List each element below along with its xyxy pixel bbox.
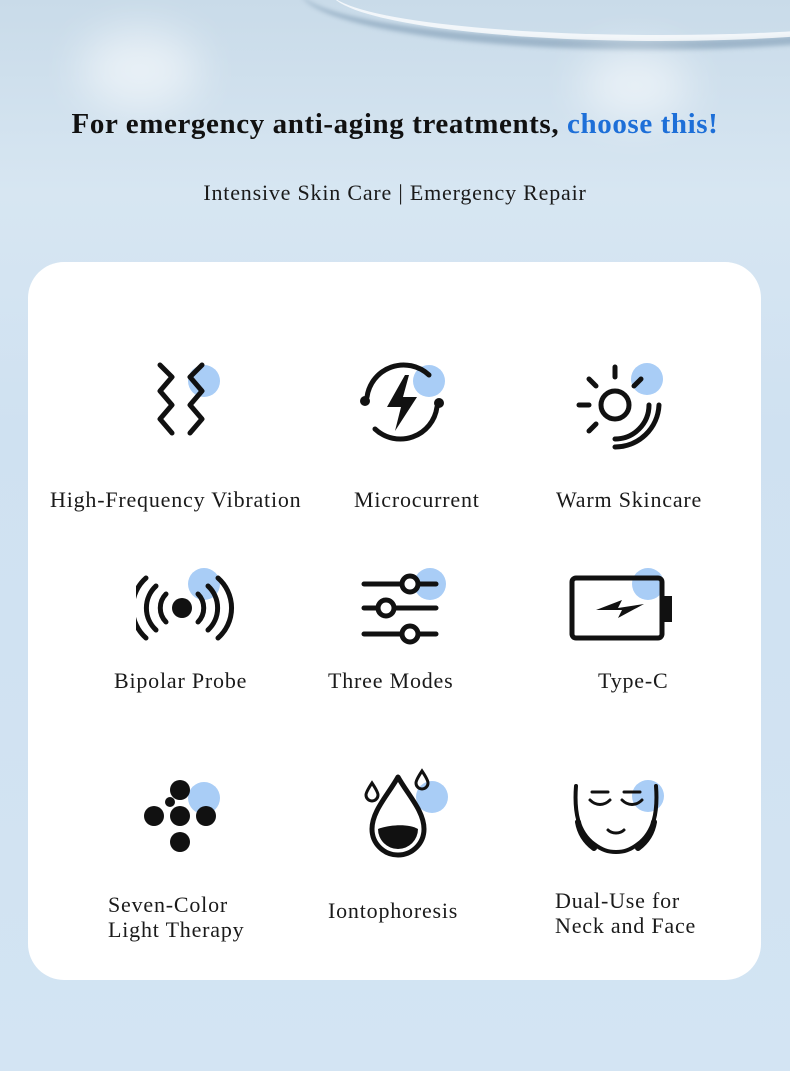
feature-label: Warm Skincare	[556, 487, 703, 512]
face-icon	[568, 772, 668, 862]
headline-accent: choose this!	[567, 108, 719, 140]
feature-label: Microcurrent	[354, 487, 480, 512]
headline	[0, 108, 790, 141]
signal-waves-icon	[136, 562, 236, 642]
feature-label: Type-C	[598, 668, 669, 693]
battery-charging-icon	[566, 564, 681, 646]
feature-label: High-Frequency Vibration	[50, 487, 302, 512]
lightning-cycle-icon	[353, 357, 453, 452]
feature-label-line1: Dual-Use for	[555, 888, 681, 913]
features-card	[28, 262, 761, 980]
headline-main: For emergency anti-aging treatments,	[71, 108, 568, 140]
light-dots-icon	[136, 772, 236, 862]
vibration-icon	[148, 357, 228, 447]
feature-label: Bipolar Probe	[114, 668, 248, 693]
feature-label: Iontophoresis	[328, 898, 459, 923]
water-drop-icon	[358, 767, 458, 862]
sliders-icon	[358, 562, 458, 647]
feature-label-line2: Neck and Face	[555, 913, 697, 938]
feature-label-line1: Seven-Color	[108, 892, 229, 917]
feature-label-line2: Light Therapy	[108, 917, 245, 942]
feature-label: Three Modes	[328, 668, 454, 693]
subtitle: Intensive Skin Care | Emergency Repair	[203, 180, 587, 205]
sun-warmth-icon	[573, 357, 673, 452]
